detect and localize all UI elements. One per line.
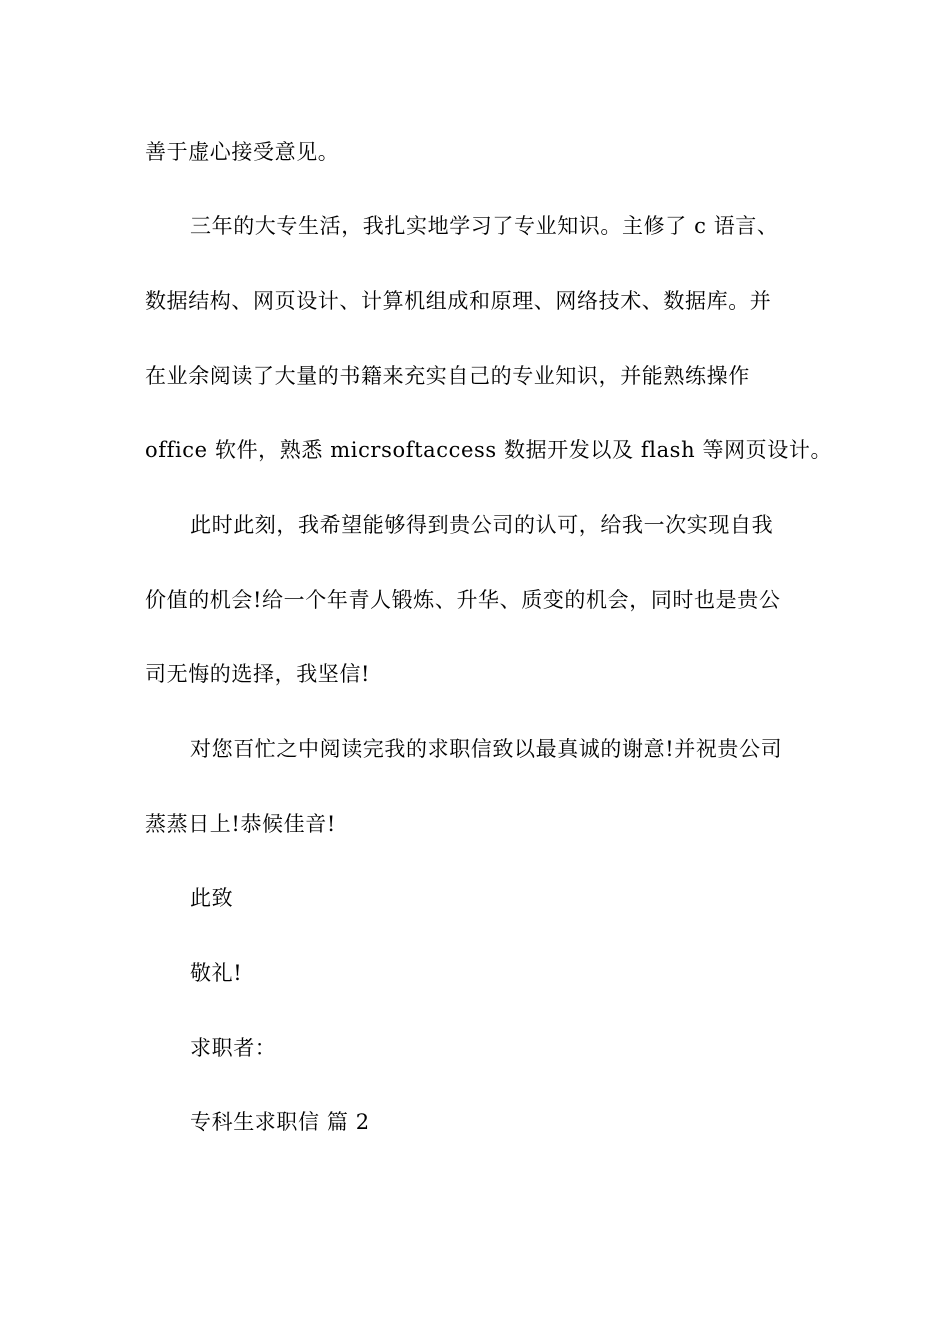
paragraph-line: office 软件，熟悉 micrsoftaccess 数据开发以及 flash 等网页设计。 — [145, 438, 833, 462]
paragraph-line: 蒸蒸日上!恭候佳音! — [145, 812, 336, 836]
paragraph-line: 价值的机会!给一个年青人锻炼、升华、质变的机会，同时也是贵公 — [145, 588, 781, 612]
paragraph-line: 三年的大专生活，我扎实地学习了专业知识。主修了 c 语言、 — [190, 214, 779, 238]
closing-salutation: 此致 — [190, 886, 234, 910]
paragraph-line: 善于虚心接受意见。 — [145, 140, 340, 164]
closing-regards: 敬礼! — [190, 961, 243, 985]
paragraph-line: 数据结构、网页设计、计算机组成和原理、网络技术、数据库。并 — [145, 289, 772, 313]
paragraph-line: 对您百忙之中阅读完我的求职信致以最真诚的谢意!并祝贵公司 — [190, 737, 783, 761]
signature-label: 求职者： — [190, 1036, 277, 1060]
paragraph-line: 此时此刻，我希望能够得到贵公司的认可，给我一次实现自我 — [190, 513, 774, 537]
paragraph-line: 在业余阅读了大量的书籍来充实自己的专业知识，并能熟练操作 — [145, 364, 750, 388]
paragraph-line: 司无悔的选择，我坚信! — [145, 662, 371, 686]
section-heading: 专科生求职信 篇 2 — [190, 1110, 370, 1134]
